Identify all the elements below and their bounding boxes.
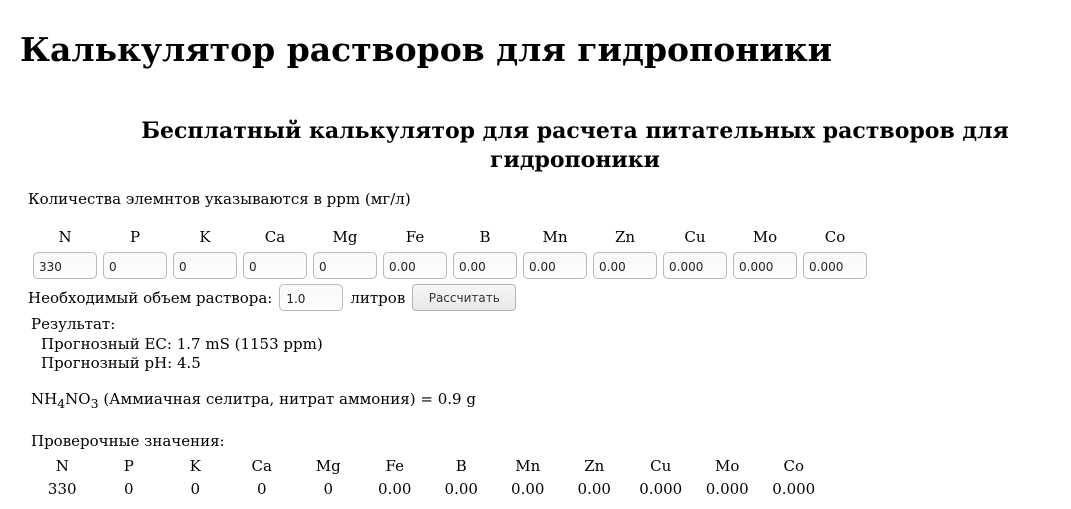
check-column [495,455,562,501]
element-header-co: Co [824,228,846,246]
element-header-k: K [199,228,211,246]
result-ph: Прогнозный pH: 4.5 [41,354,201,372]
volume-input[interactable] [279,284,343,311]
element-input-fe[interactable] [383,252,447,279]
check-value: 0 [123,480,134,498]
element-input-mn[interactable] [523,252,587,279]
result-ec: Прогнозный EC: 1.7 mS (1153 ppm) [41,334,323,353]
check-value: 0 [256,480,267,498]
check-table [29,455,827,501]
volume-row [28,284,516,311]
element-header-ca: Ca [264,228,286,246]
element-header-mo: Mo [752,228,778,246]
check-value: 330 [47,480,77,498]
check-header: Ca [251,457,272,475]
check-header: Zn [584,457,605,475]
element-header-cu: Cu [684,228,706,246]
result-title: Результат: [31,315,116,333]
element-input-b[interactable] [453,252,517,279]
element-headers [33,228,873,246]
check-value: 0.000 [705,480,749,498]
element-input-zn[interactable] [593,252,657,279]
check-column [29,455,96,501]
formula-part: NH [31,390,58,408]
element-input-p[interactable] [103,252,167,279]
fertilizer-description: (Аммиачная селитра, нитрат аммония) = 0.9 g [98,390,476,408]
page-title: Калькулятор растворов для гидропоники [20,30,833,69]
check-value: 0 [323,480,334,498]
element-header-zn: Zn [614,228,636,246]
check-header: Fe [385,457,404,475]
check-column [162,455,229,501]
check-value: 0.00 [378,480,412,498]
check-value: 0.000 [772,480,816,498]
check-value: 0.00 [444,480,478,498]
check-header: P [123,457,134,475]
element-header-fe: Fe [405,228,425,246]
formula-part: NO [65,390,91,408]
check-header: N [55,457,69,475]
check-value: 0.00 [511,480,545,498]
check-column [295,455,362,501]
calculate-button[interactable]: Рассчитать [412,284,516,311]
page-subtitle: Бесплатный калькулятор для расчета питательных растворов для гидропоники [141,118,1009,173]
check-header: Cu [650,457,672,475]
check-header: Mo [715,457,740,475]
check-header: Mn [515,457,541,475]
check-header: Mg [315,457,341,475]
check-column [362,455,429,501]
check-value: 0 [190,480,201,498]
element-input-k[interactable] [173,252,237,279]
volume-unit: литров [350,288,406,307]
check-header: Co [783,457,804,475]
element-header-n: N [58,228,72,246]
element-input-cu[interactable] [663,252,727,279]
fertilizer-line [31,390,476,411]
check-column [761,455,828,501]
element-inputs [33,252,873,279]
check-header: K [189,457,201,475]
units-note: Количества элемнтов указываются в ppm (мг/л) [28,190,411,208]
check-value: 0.000 [639,480,683,498]
element-input-n[interactable] [33,252,97,279]
element-header-mg: Mg [332,228,358,246]
check-column [628,455,695,501]
element-header-b: B [479,228,491,246]
formula-subscript: 3 [90,396,99,411]
element-header-mn: Mn [542,228,568,246]
element-input-mg[interactable] [313,252,377,279]
formula-subscript: 4 [57,396,66,411]
check-column [694,455,761,501]
check-value: 0.00 [577,480,611,498]
check-column [561,455,628,501]
check-title: Проверочные значения: [31,432,225,450]
element-input-mo[interactable] [733,252,797,279]
check-column [96,455,163,501]
check-column [428,455,495,501]
element-input-ca[interactable] [243,252,307,279]
element-header-p: P [129,228,141,246]
result-block [31,315,323,374]
volume-label: Необходимый объем раствора: [28,288,273,307]
element-input-co[interactable] [803,252,867,279]
check-column [229,455,296,501]
check-header: B [455,457,467,475]
